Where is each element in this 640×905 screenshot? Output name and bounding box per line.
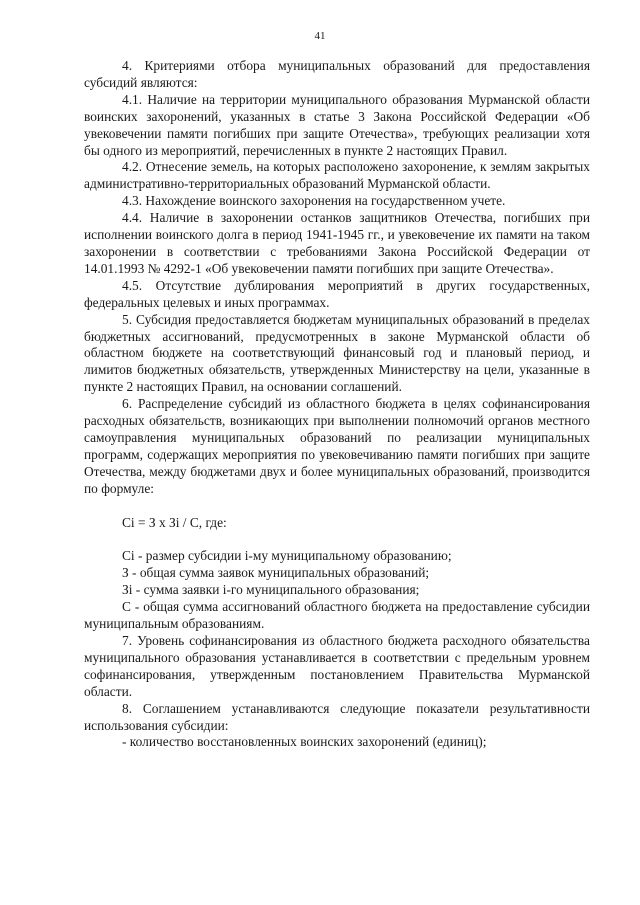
paragraph-4: 4. Критериями отбора муниципальных образований для предоставления субсидий являются: [84, 58, 590, 90]
paragraph-4-5: 4.5. Отсутствие дублирования мероприятий в других государственных, федеральных целевых и иных программах. [84, 277, 590, 310]
definition-ci: Ci - размер субсидии i-му муниципальному образованию; [122, 548, 452, 564]
paragraph-4-4: 4.4. Наличие в захоронении останков защитников Отечества, погибших при исполнении воинского долга в период 1941-1945 гг., и увековечение их памяти на таком захоронении в соответствии с требованиями Закона Российской Федерации от 14.01.1993 № 4292-1 «Об увековечении памяти погибших при защите Отечества». [84, 210, 590, 276]
paragraph-6: 6. Распределение субсидий из областного бюджета в целях софинансирования расходных обязательств, возникающих при выполнении полномочий органов местного самоуправления муниципальных образований по реализации муниципальных программ, содержащих мероприятия по увековечиванию памяти погибших при защите Отечества, между бюджетами двух и более муниципальных образований, производится по формуле: [84, 396, 590, 496]
formula: Ci = З х Зi / С, где: [122, 514, 227, 530]
paragraph-5: 5. Субсидия предоставляется бюджетам муниципальных образований в пределах бюджетных ассигнований, предусмотренных в законе Мурманской области об областном бюджете на соответствующий финансовый год и плановый период, и лимитов бюджетных обязательств, утвержденных Министерству на цели, указанные в пункте 2 настоящих Правил, на основании соглашений. [84, 311, 590, 395]
paragraph-8: 8. Соглашением устанавливаются следующие показатели результативности использования субсидии: [84, 700, 590, 733]
indicator-item: - количество восстановленных воинских захоронений (единиц); [122, 734, 487, 750]
definition-z: З - общая сумма заявок муниципальных образований; [122, 565, 430, 581]
paragraph-4-2: 4.2. Отнесение земель, на которых расположено захоронение, к землям закрытых административно-территориальных образований Мурманской области. [84, 159, 590, 192]
definition-zi: Зi - сумма заявки i-го муниципального образования; [122, 582, 420, 598]
spacer [84, 531, 590, 548]
paragraph-4-3: 4.3. Нахождение воинского захоронения на государственном учете. [122, 193, 506, 209]
page-number: 41 [314, 30, 326, 42]
spacer [84, 498, 590, 515]
paragraph-7: 7. Уровень софинансирования из областного бюджета расходного обязательства муниципального образования устанавливается в соответствии с предельным уровнем софинансирования, утвержденным постановлением Правительства Мурманской области. [84, 633, 590, 699]
document-body [84, 58, 590, 751]
definition-c: С - общая сумма ассигнований областного бюджета на предоставление субсидии муниципальным образованиям. [84, 599, 590, 632]
paragraph-4-1: 4.1. Наличие на территории муниципального образования Мурманской области воинских захоронений, указанных в статье 3 Закона Российской Федерации «Об увековечении памяти погибших при защите Отечества», требующих реализации хотя бы одного из мероприятий, перечисленных в пункте 2 настоящих Правил. [84, 91, 590, 158]
